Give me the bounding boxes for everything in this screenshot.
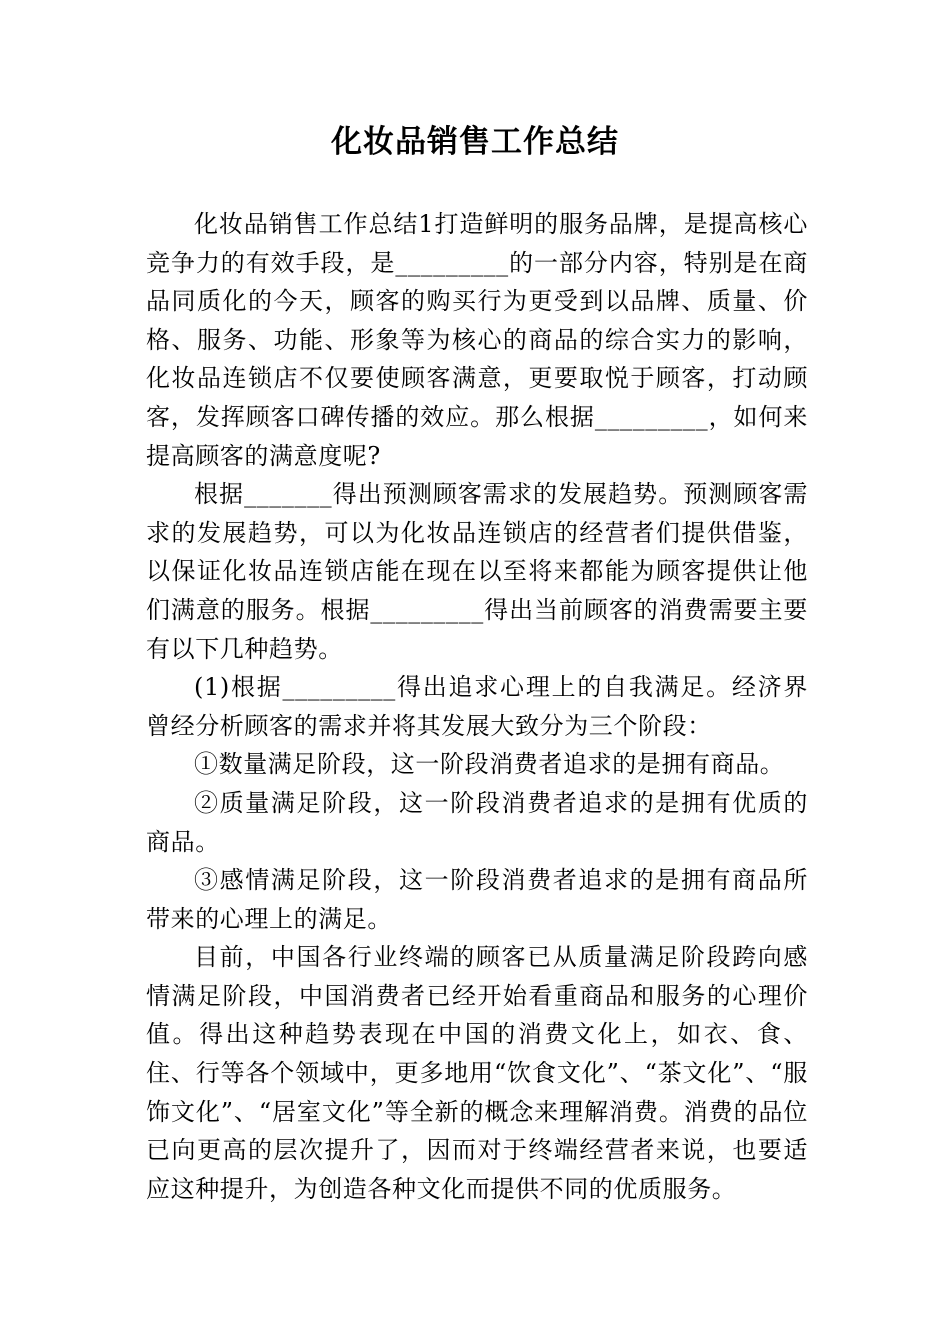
paragraph: 目前，中国各行业终端的顾客已从质量满足阶段跨向感情满足阶段，中国消费者已经开始看重商品和服务的心理价值。得出这种趋势表现在中国的消费文化上，如衣、食、住、行等各个领域中，更多地用“饮食文化”、“茶文化”、“服饰文化”、“居室文化”等全新的概念来理解消费。消费的品位已向更高的层次提升了，因而对于终端经营者来说，也要适应这种提升，为创造各种文化而提供不同的优质服务。 bbox=[146, 943, 808, 1203]
paragraph: 根据_______得出预测顾客需求的发展趋势。预测顾客需求的发展趋势，可以为化妆品连锁店的经营者们提供借鉴，以保证化妆品连锁店能在现在以至将来都能为顾客提供让他们满意的服务。根据_________得出当前顾客的消费需要主要有以下几种趋势。 bbox=[146, 480, 808, 663]
paragraph: 化妆品销售工作总结1打造鲜明的服务品牌，是提高核心竞争力的有效手段，是_________的一部分内容，特别是在商品同质化的今天，顾客的购买行为更受到以品牌、质量、价格、服务、功能、形象等为核心的商品的综合实力的影响，化妆品连锁店不仅要使顾客满意，更要取悦于顾客，打动顾客，发挥顾客口碑传播的效应。那么根据_________，如何来提高顾客的满意度呢? bbox=[146, 210, 808, 470]
paragraph: ②质量满足阶段，这一阶段消费者追求的是拥有优质的商品。 bbox=[146, 788, 808, 856]
paragraph: (1)根据_________得出追求心理上的自我满足。经济界曾经分析顾客的需求并将其发展大致分为三个阶段： bbox=[146, 673, 808, 740]
paragraph: ③感情满足阶段，这一阶段消费者追求的是拥有商品所带来的心理上的满足。 bbox=[146, 866, 808, 933]
paragraph: ①数量满足阶段，这一阶段消费者追求的是拥有商品。 bbox=[194, 750, 785, 779]
document-title: 化妆品销售工作总结 bbox=[331, 124, 619, 160]
document-body bbox=[146, 205, 808, 1208]
